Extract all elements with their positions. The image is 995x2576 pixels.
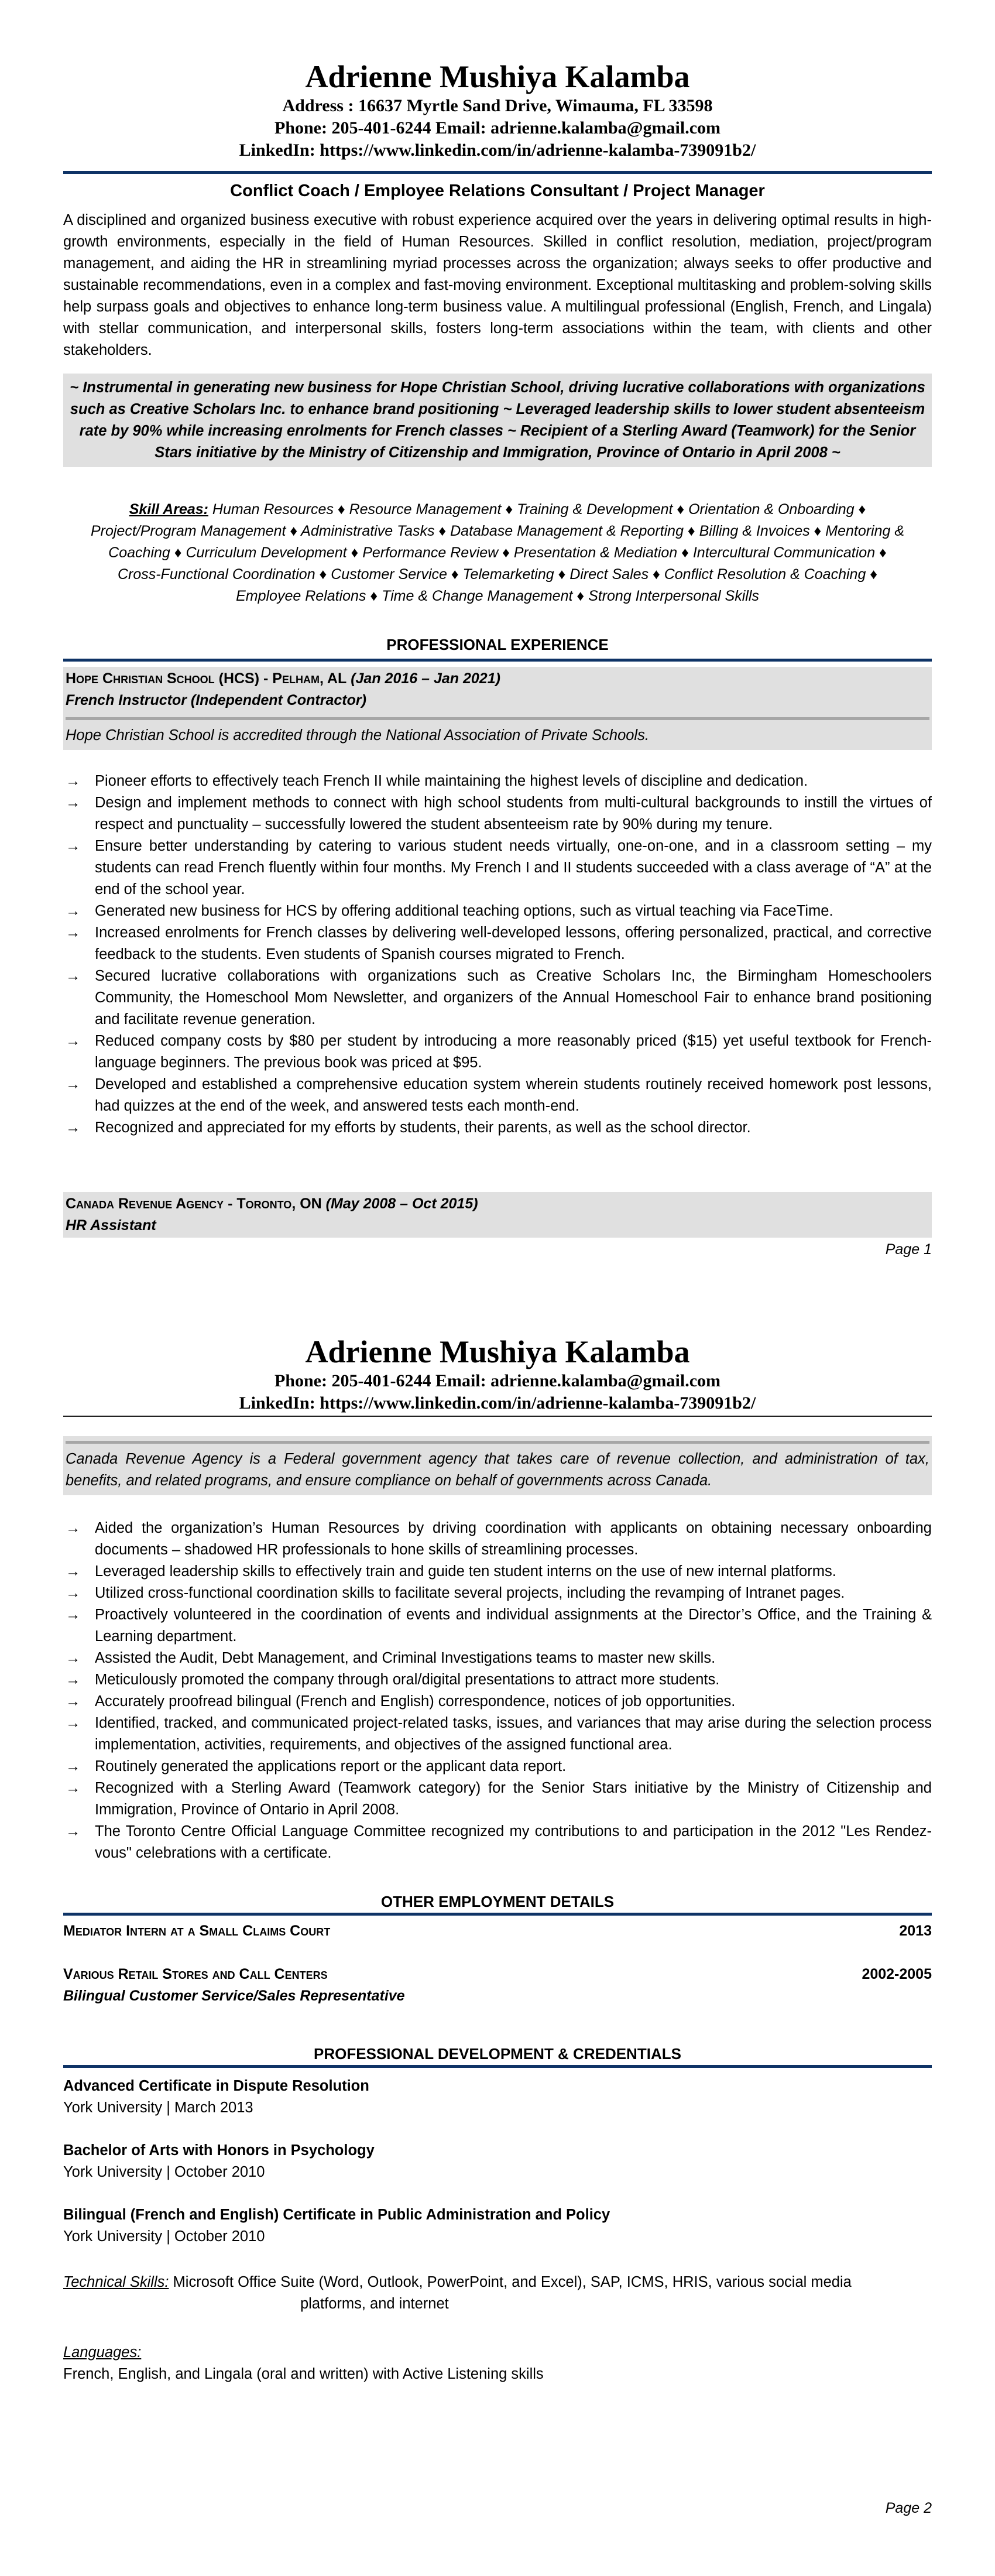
- technical-skills: [63, 2272, 932, 2315]
- section-divider-credentials: [63, 2065, 932, 2068]
- skill-areas-list: Human Resources ♦ Resource Management ♦ Training & Development ♦ Orientation & Onboarding ♦ Project/Program Management ♦ Administrative Tasks ♦ Database Management & Reporting ♦ Billing & Invoices ♦ Mentoring & Coaching ♦ Curriculum Development ♦ Performance Review ♦ Presentation & Mediation ♦ Intercultural Communication ♦ Cross-Functional Coordination ♦ Customer Service ♦ Telemarketing ♦ Direct Sales ♦ Conflict Resolution & Coaching ♦ Employee Relations ♦ Time & Change Management ♦ Strong Interpersonal Skills: [90, 501, 905, 604]
- phone-email-line: Phone: 205-401-6244 Email: adrienne.kalamba@gmail.com: [274, 1371, 721, 1390]
- bullet-item: → Leveraged leadership skills to effectively train and guide ten student interns on the use of new internal platforms.: [63, 1561, 932, 1582]
- arrow-right-icon: →: [66, 1520, 81, 1536]
- credential-title: Advanced Certificate in Dispute Resolution: [63, 2078, 369, 2094]
- arrow-right-icon: →: [66, 1823, 81, 1839]
- arrow-right-icon: →: [66, 773, 81, 789]
- job-org: Canada Revenue Agency - Toronto, ON: [66, 1195, 322, 1212]
- linkedin-link[interactable]: LinkedIn: https://www.linkedin.com/in/adrienne-kalamba-739091b2/: [239, 1393, 756, 1413]
- section-title-experience: PROFESSIONAL EXPERIENCE: [386, 636, 609, 653]
- other-employment-year: 2002-2005: [862, 1966, 932, 1982]
- arrow-right-icon: →: [66, 794, 81, 811]
- section-title-other-employment: OTHER EMPLOYMENT DETAILS: [380, 1893, 615, 1910]
- credentials-list: [63, 2075, 932, 2248]
- job-bullets-cra: [63, 1517, 932, 1864]
- job-dates: (May 2008 – Oct 2015): [325, 1195, 478, 1212]
- arrow-right-icon: →: [66, 924, 81, 941]
- credential-title: Bachelor of Arts with Honors in Psychology: [63, 2142, 375, 2159]
- bullet-item: → Accurately proofread bilingual (French and English) correspondence, notices of job opportunities.: [63, 1691, 932, 1712]
- job-bullets-hcs: [63, 770, 932, 1139]
- arrow-right-icon: →: [66, 1671, 81, 1688]
- section-divider-experience: [63, 659, 932, 662]
- languages-label: Languages:: [63, 2344, 142, 2361]
- header-divider: [63, 1416, 932, 1417]
- bullet-item: → Assisted the Audit, Debt Management, and Criminal Investigations teams to master new skills.: [63, 1647, 932, 1669]
- arrow-right-icon: →: [66, 1585, 81, 1601]
- arrow-right-icon: →: [66, 1758, 81, 1775]
- arrow-right-icon: →: [66, 1033, 81, 1049]
- arrow-right-icon: →: [66, 903, 81, 919]
- header-divider: [63, 171, 932, 174]
- technical-skills-continued: platforms, and internet: [300, 2296, 449, 2312]
- credential-item: [63, 2075, 932, 2119]
- section-divider-other: [63, 1913, 932, 1916]
- other-employment-org: Mediator Intern at a Small Claims Court: [63, 1923, 331, 1939]
- job-description-box-cra: [63, 1436, 932, 1495]
- section-title-credentials: PROFESSIONAL DEVELOPMENT & CREDENTIALS: [314, 2045, 681, 2063]
- credential-meta: York University | October 2010: [63, 2228, 265, 2245]
- candidate-name: Adrienne Mushiya Kalamba: [305, 1334, 690, 1369]
- arrow-right-icon: →: [66, 1650, 81, 1666]
- arrow-right-icon: →: [66, 1693, 81, 1710]
- skill-areas-label: Skill Areas:: [129, 501, 208, 518]
- arrow-right-icon: →: [66, 1606, 81, 1623]
- page-number: Page 1: [885, 1241, 932, 1258]
- arrow-right-icon: →: [66, 1715, 81, 1731]
- bullet-item: → Aided the organization’s Human Resources by driving coordination with applicants on obtaining necessary onboarding documents – shadowed HR professionals to hone skills of streamlining processes.: [63, 1517, 932, 1561]
- arrow-right-icon: →: [66, 968, 81, 984]
- bullet-item: → The Toronto Centre Official Language Committee recognized my contributions to and participation in the 2012 "Les Rendez-vous" celebrations with a certificate.: [63, 1821, 932, 1864]
- arrow-right-icon: →: [66, 1076, 81, 1092]
- arrow-right-icon: →: [66, 1119, 81, 1136]
- bullet-item: → Increased enrolments for French classes by delivering well-developed lessons, offering personalized, practical, and corrective feedback to the students. Even students of Spanish courses migrated to French.: [63, 922, 932, 965]
- professional-headline: Conflict Coach / Employee Relations Consultant / Project Manager: [230, 181, 765, 200]
- resume-header: [63, 1334, 932, 1414]
- bullet-item: → Secured lucrative collaborations with organizations such as Creative Scholars Inc, the Birmingham Homeschoolers Community, the Homeschool Mom Newsletter, and organizers of the Annual Homeschool Fair to enhance brand positioning and facilitate revenue generation.: [63, 965, 932, 1030]
- other-employment-item: [63, 1964, 932, 1985]
- bullet-item: → Routinely generated the applications report or the applicant data report.: [63, 1756, 932, 1777]
- credential-meta: York University | October 2010: [63, 2164, 265, 2180]
- job-header-hcs: [63, 667, 932, 750]
- bullet-item: → Developed and established a comprehensive education system wherein students routinely received homework post lessons, had quizzes at the end of the week, and answered tests each month-end.: [63, 1074, 932, 1117]
- job-inner-divider: [66, 717, 929, 720]
- summary-paragraph: A disciplined and organized business executive with robust experience acquired over the years in delivering optimal results in high-growth environments, especially in the field of Human Resources. Skilled in conflict resolution, mediation, project/program management, and aiding the HR in streamlining myriad processes across the organization; always seeks to offer productive and sustainable recommendations, even in a complex and fast-moving environment. Exceptional multitasking and problem-solving skills help surpass goals and objectives to enhance long-term business value. A multilingual professional (English, French, and Lingala) with stellar communication, and interpersonal skills, fosters long-term associations within the team, with clients and other stakeholders.: [63, 212, 932, 358]
- bullet-item: → Ensure better understanding by catering to various student needs virtually, one-on-one, and in a classroom setting – my students can read French fluently within four months. My French I and II students succeeded with a class average of “A” at the end of the school year.: [63, 835, 932, 900]
- technical-skills-label: Technical Skills:: [63, 2274, 169, 2290]
- other-employment-year: 2013: [899, 1923, 932, 1939]
- arrow-right-icon: →: [66, 1563, 81, 1580]
- bullet-item: → Generated new business for HCS by offering additional teaching options, such as virtual teaching via FaceTime.: [63, 900, 932, 922]
- linkedin-link[interactable]: LinkedIn: https://www.linkedin.com/in/adrienne-kalamba-739091b2/: [239, 141, 756, 160]
- job-role: French Instructor (Independent Contractor): [66, 692, 366, 708]
- credential-item: [63, 2140, 932, 2183]
- job-role: HR Assistant: [66, 1217, 156, 1234]
- skill-areas: [63, 499, 932, 607]
- address-line: Address : 16637 Myrtle Sand Drive, Wimauma, FL 33598: [282, 96, 713, 115]
- job-dates: (Jan 2016 – Jan 2021): [351, 670, 500, 687]
- job-header-cra: [63, 1192, 932, 1238]
- other-employment-org: Various Retail Stores and Call Centers: [63, 1966, 328, 1982]
- resume-page-2: [0, 1288, 995, 2576]
- highlights-banner: ~ Instrumental in generating new business for Hope Christian School, driving lucrative collaborations with organizations such as Creative Scholars Inc. to enhance brand positioning ~ Leveraged leadership skills to lower student absenteeism rate by 90% while increasing enrolments for French classes ~ Recipient of a Sterling Award (Teamwork) for the Senior Stars initiative by the Ministry of Citizenship and Immigration, Province of Ontario in April 2008 ~: [63, 374, 932, 467]
- bullet-item: → Recognized with a Sterling Award (Teamwork category) for the Senior Stars initiative by the Ministry of Citizenship and Immigration, Province of Ontario in April 2008.: [63, 1777, 932, 1821]
- job-description: Hope Christian School is accredited through the National Association of Private Schools.: [66, 727, 649, 744]
- credential-title: Bilingual (French and English) Certificate in Public Administration and Policy: [63, 2207, 610, 2223]
- bullet-item: → Meticulously promoted the company through oral/digital presentations to attract more students.: [63, 1669, 932, 1691]
- other-employment-role: Bilingual Customer Service/Sales Representative: [63, 1988, 405, 2004]
- job-description: Canada Revenue Agency is a Federal government agency that takes care of revenue collection, and administration of tax, benefits, and related programs, and ensure compliance on behalf of governments across Canada.: [66, 1451, 929, 1489]
- phone-email-line: Phone: 205-401-6244 Email: adrienne.kalamba@gmail.com: [274, 118, 721, 138]
- credential-meta: York University | March 2013: [63, 2099, 253, 2116]
- arrow-right-icon: →: [66, 838, 81, 854]
- candidate-name: Adrienne Mushiya Kalamba: [305, 59, 690, 94]
- bullet-item: → Recognized and appreciated for my efforts by students, their parents, as well as the school director.: [63, 1117, 932, 1139]
- technical-skills-text: Microsoft Office Suite (Word, Outlook, PowerPoint, and Excel), SAP, ICMS, HRIS, various social media: [169, 2274, 852, 2290]
- bullet-item: → Proactively volunteered in the coordination of events and individual assignments at the Director’s Office, and the Training & Learning department.: [63, 1604, 932, 1647]
- job-inner-divider: [66, 1441, 929, 1444]
- languages-text: French, English, and Lingala (oral and written) with Active Listening skills: [63, 2366, 544, 2382]
- credential-item: [63, 2204, 932, 2248]
- page-number: Page 2: [885, 2500, 932, 2516]
- job-org: Hope Christian School (HCS) - Pelham, AL: [66, 670, 347, 687]
- other-employment-list: [63, 1920, 932, 2007]
- languages: [63, 2342, 932, 2385]
- arrow-right-icon: →: [66, 1780, 81, 1796]
- resume-header: [63, 59, 932, 162]
- other-employment-item: [63, 1920, 932, 1942]
- bullet-item: → Pioneer efforts to effectively teach French II while maintaining the highest levels of discipline and dedication.: [63, 770, 932, 792]
- bullet-item: → Identified, tracked, and communicated project-related tasks, issues, and variances that may arise during the selection process implementation, activities, requirements, and objectives of the assigned functional area.: [63, 1712, 932, 1756]
- bullet-item: → Utilized cross-functional coordination skills to facilitate several projects, including the revamping of Intranet pages.: [63, 1582, 932, 1604]
- bullet-item: → Reduced company costs by $80 per student by introducing a more reasonably priced ($15) yet useful textbook for French-language beginners. The previous book was priced at $95.: [63, 1030, 932, 1074]
- bullet-item: → Design and implement methods to connect with high school students from multi-cultural backgrounds to instill the virtues of respect and punctuality – successfully lowered the student absenteeism rate by 90% during my tenure.: [63, 792, 932, 835]
